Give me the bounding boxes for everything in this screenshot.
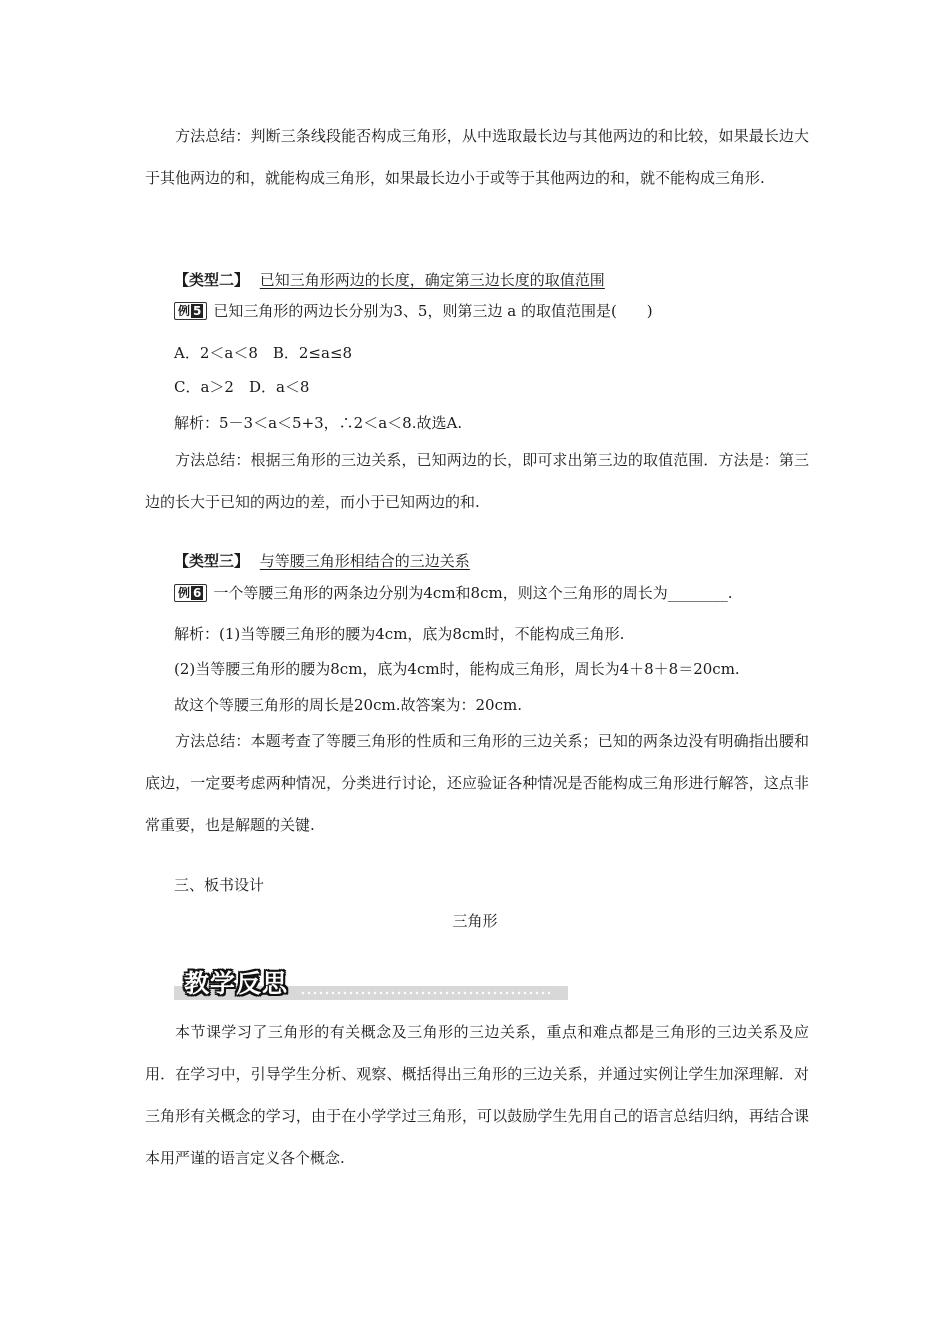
example6-analysis-3: 故这个等腰三角形的周长是20cm.故答案为：20cm.	[174, 696, 522, 714]
example6-question	[174, 583, 732, 603]
type2-heading	[174, 270, 605, 290]
example5-options-ab: A．2＜a＜8 B．2≤a≤8	[174, 344, 353, 362]
example-badge: 例 5	[174, 302, 207, 320]
board-heading: 三、板书设计	[174, 876, 265, 894]
method-summary-2: 方法总结：根据三角形的三边关系，已知两边的长，即可求出第三边的取值范围．方法是：第三边的长大于已知的两边的差，而小于已知两边的和.	[145, 451, 809, 511]
board-title: 三角形	[452, 912, 498, 930]
banner-dots	[300, 991, 550, 995]
method-summary-3: 方法总结：本题考查了等腰三角形的性质和三角形的三边关系；已知的两条边没有明确指出腰和底边，一定要考虑两种情况，分类进行讨论，还应验证各种情况是否能构成三角形进行解答，这点非常重要，也是解题的关键.	[145, 732, 809, 834]
reflection-text: 本节课学习了三角形的有关概念及三角形的三边关系，重点和难点都是三角形的三边关系及应用．在学习中，引导学生分析、观察、概括得出三角形的三边关系，并通过实例让学生加深理解．对三角形有关概念的学习，由于在小学学过三角形，可以鼓励学生先用自己的语言总结归纳，再结合课本用严谨的语言定义各个概念.	[145, 1023, 809, 1167]
reflection-title: 教学反思	[184, 969, 289, 998]
type3-title: 与等腰三角形相结合的三边关系	[259, 552, 470, 570]
example6-text: 一个等腰三角形的两条边分别为4cm和8cm，则这个三角形的周长为________.	[213, 584, 733, 602]
reflection-banner	[174, 964, 568, 1000]
type2-title: 已知三角形两边的长度，确定第三边长度的取值范围	[259, 271, 605, 289]
type3-label: 【类型三】	[174, 552, 250, 570]
type3-heading	[174, 551, 470, 571]
example-badge: 例 6	[174, 584, 207, 602]
example6-analysis-2: (2)当等腰三角形的腰为8cm，底为4cm时，能构成三角形，周长为4＋8＋8＝20cm.	[174, 660, 740, 678]
method-summary-1: 方法总结：判断三条线段能否构成三角形，从中选取最长边与其他两边的和比较，如果最长边大于其他两边的和，就能构成三角形，如果最长边小于或等于其他两边的和，就不能构成三角形.	[145, 127, 809, 187]
example5-question	[174, 301, 653, 321]
example5-text: 已知三角形的两边长分别为3、5，则第三边 a 的取值范围是( )	[213, 302, 653, 320]
example6-analysis-1: 解析：(1)当等腰三角形的腰为4cm，底为8cm时，不能构成三角形.	[174, 625, 625, 643]
type2-label: 【类型二】	[174, 271, 250, 289]
example5-analysis: 解析：5－3＜a＜5+3，∴2＜a＜8.故选A.	[174, 414, 463, 432]
example5-options-cd: C．a＞2 D．a＜8	[174, 378, 310, 396]
